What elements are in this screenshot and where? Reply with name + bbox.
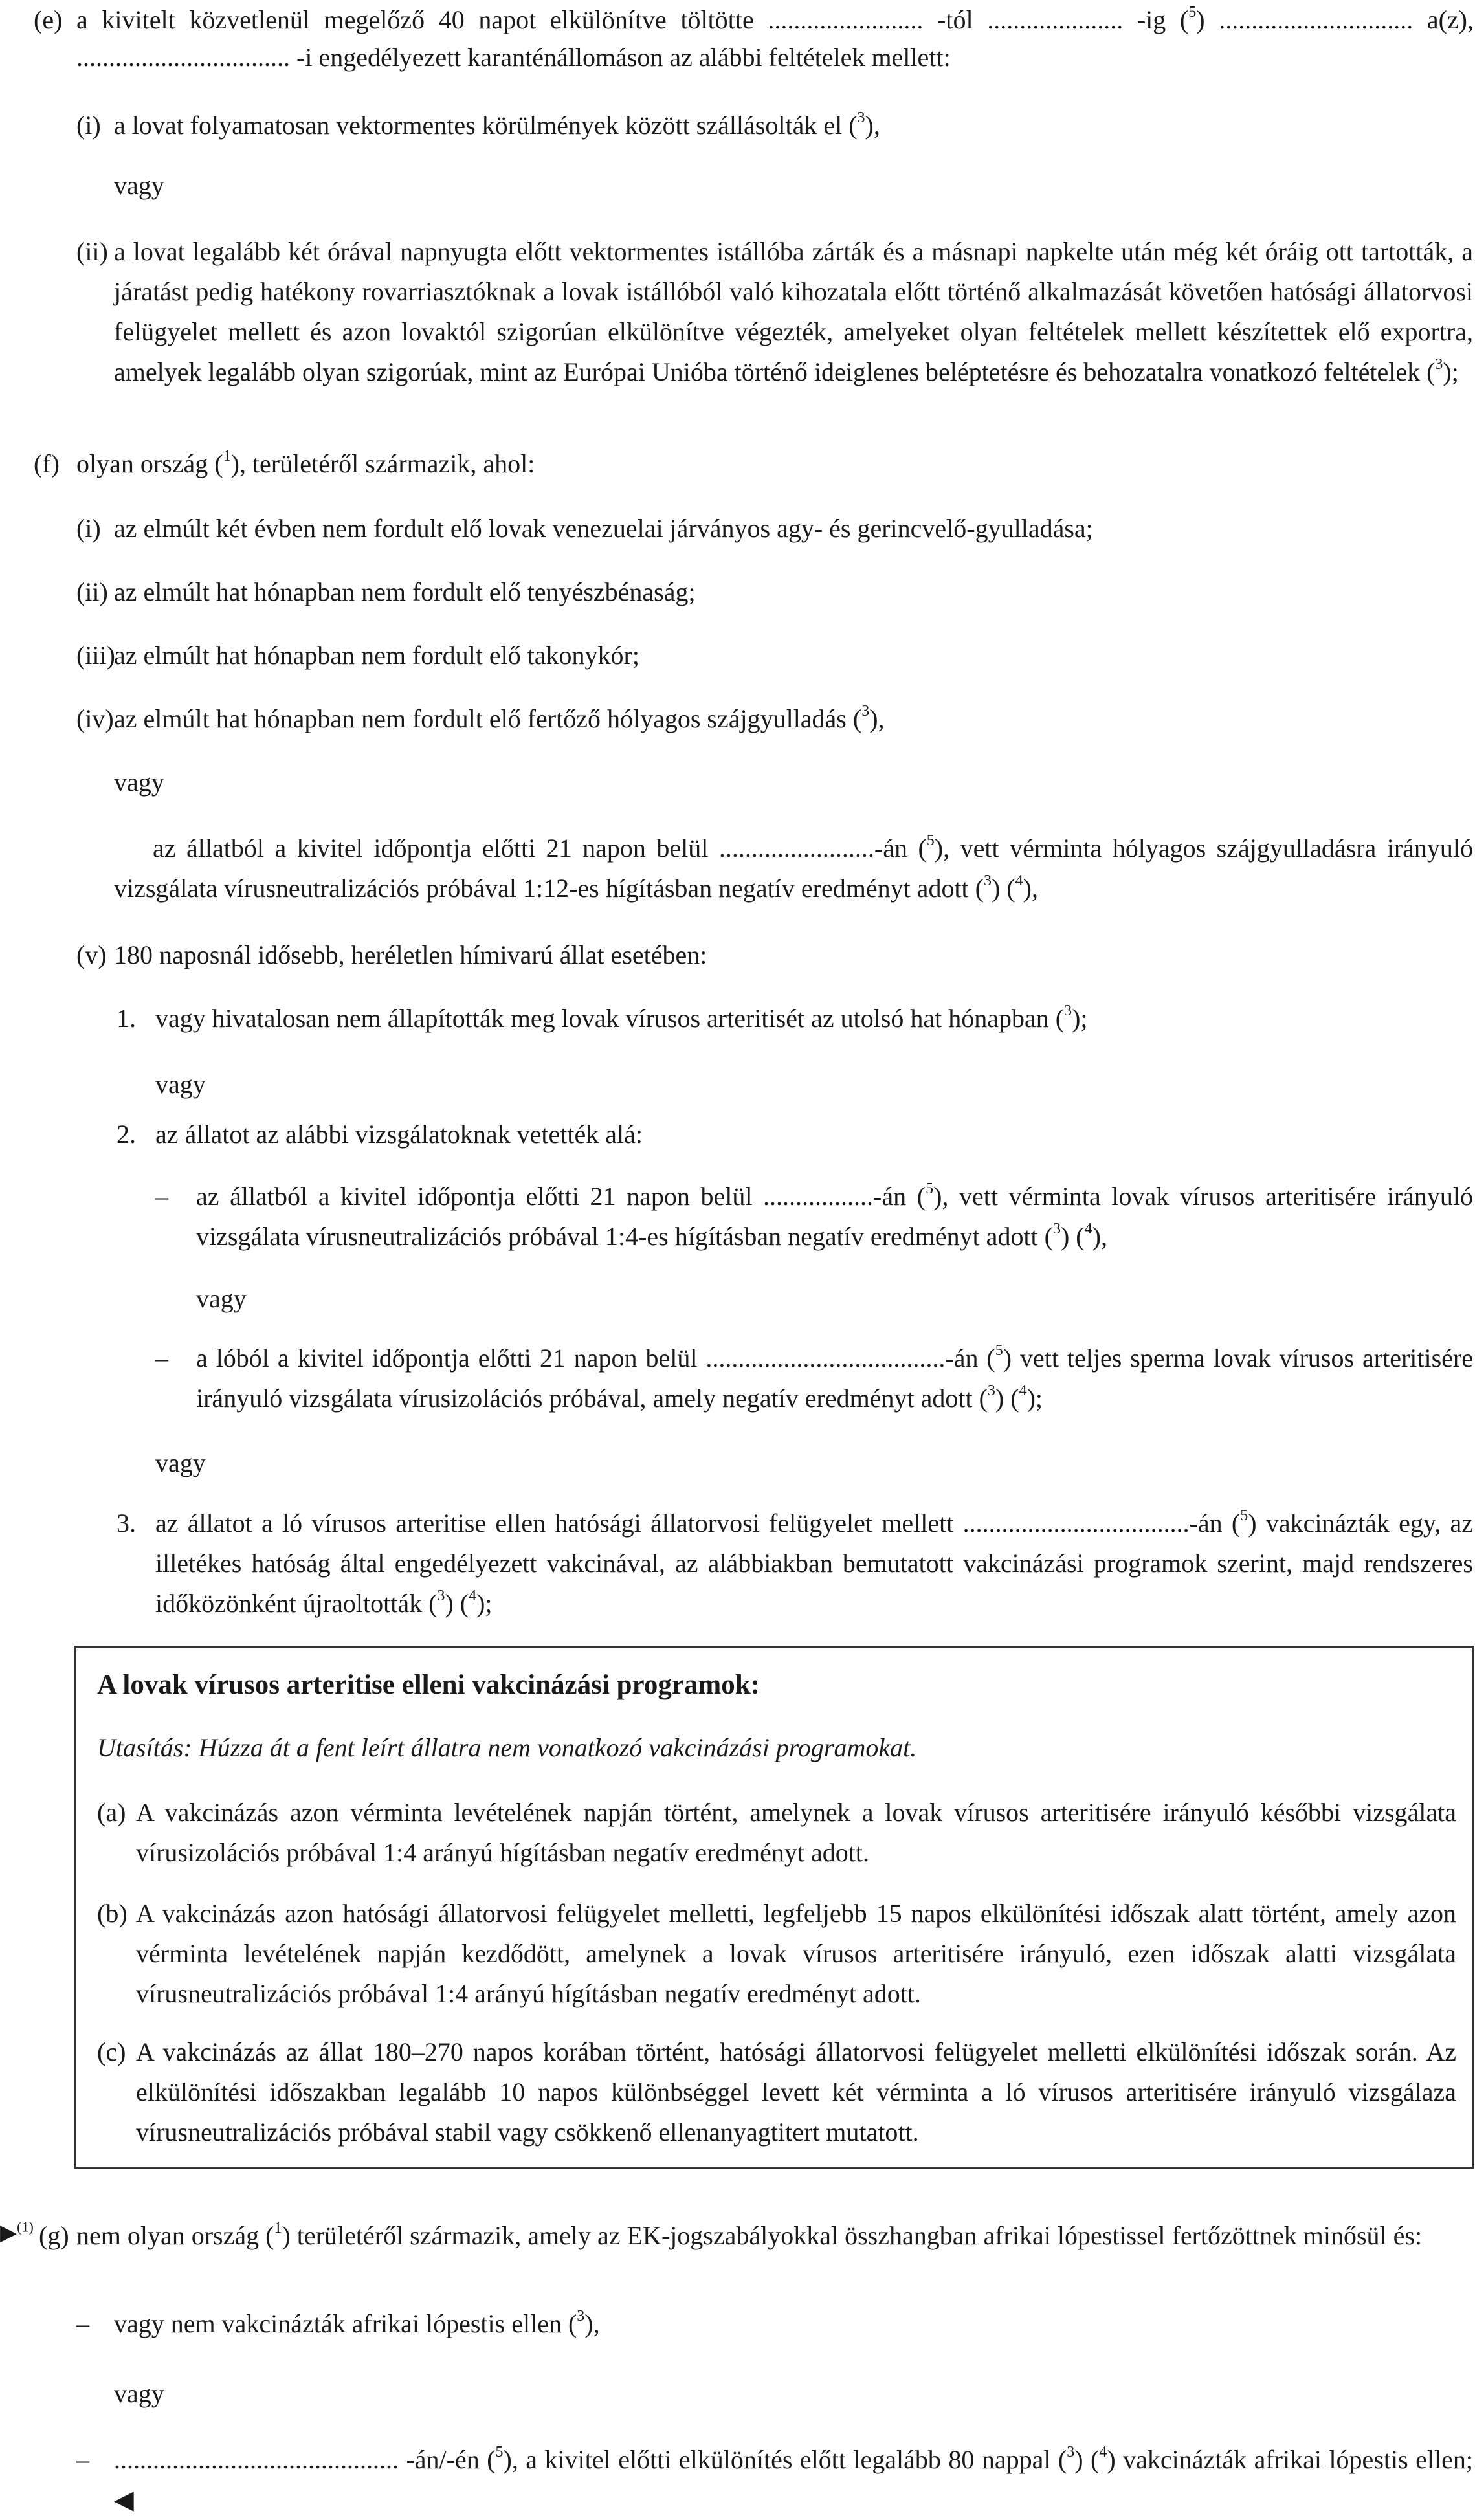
item-g-option-b: ............................................ -án/-én ($^5$), a kivitel előtti elkülönítés előtt legalább 80 nappal ($^3$) ($^4$) vakcinázták afrikai lópestis ellen; ◀ <box>114 2443 1473 2514</box>
program-c: A vakcinázás az állat 180–270 napos korában történt, hatósági állatorvosi felügyelet melletti elkülönítési időszak során. Az elkülönítési időszakban legalább 10 napos különbséggel levett két vérminta a ló vírusos arteritisére irányuló vizsgálaza vírusneutralizációs próbával stabil vagy csökkenő ellenanyagtitert mutatott. <box>136 2037 1456 2147</box>
subitem-f-i: az elmúlt két évben nem fordult elő lovak venezuelai járványos agy- és gerincvelő-gyulladása; <box>114 514 1093 543</box>
item-g: nem olyan ország ($^1$) területéről származik, amely az EK-jogszabályokkal összhangban afrikai lópestissel fertőzöttnek minősül és: <box>76 2219 1423 2250</box>
subitem-f-iii: az elmúlt hat hónapban nem fordult elő takonykór; <box>114 641 639 670</box>
amendment-reference: (1) <box>17 2218 34 2235</box>
or-connector: vagy <box>114 2379 164 2408</box>
item-g-option-a: vagy nem vakcinázták afrikai lópestis ellen ($^3$), <box>114 2307 600 2338</box>
subitem-e-ii: a lovat legalább két órával napnyugta előtt vektormentes istállóba zárták és a másnapi napkelte után még két óráig ott tartották, a járatást pedig hatékony rovarriasztóknak a lovak istállóból való kihozatala előtt történő alkalmazását követően hatósági állatorvosi felügyelet mellett és azon lovaktól szigorúan elkülönítve végezték, amelyeket olyan feltételek mellett készítettek elő exportra, amelyek legalább olyan szigorúak, mint az Európai Unióba történő ideiglenes beléptetésre és behozatalra vonatkozó feltételek ($^3$); <box>114 237 1473 386</box>
item-label-g: (g) <box>39 2221 69 2250</box>
subitem-f-iv-alternative: az állatból a kivitel időpontja előtti 21 napon belül ........................-án ($^5$), vett vérminta hólyagos szájgyulladásra irányuló vizsgálata vírusneutralizációs próbával 1:12-es hígításban negatív eredményt adott ($^3$) ($^4$), <box>114 832 1474 903</box>
program-a: A vakcinázás azon vérminta levételének napján történt, amelynek a lovak vírusos arteritisére irányuló későbbi vizsgálata vírusizolációs próbával 1:4 arányú hígításban negatív eredményt adott. <box>136 1798 1456 1867</box>
point-3: az állatot a ló vírusos arteritise ellen hatósági állatorvosi felügyelet mellett ...................................-án ($^5$) vakcinázták egy, az illetékes hatóság által engedélyezett vakcinával, az alábbiakban bemutatott vakcinázási programok szerint, majd rendszeres időközönként újraoltották ($^3$) ($^4$); <box>155 1507 1473 1618</box>
dash-bullet: – <box>76 2445 89 2474</box>
subitem-label-f-iv: (iv) <box>76 704 114 733</box>
amendment-start-marker <box>0 2213 34 2253</box>
amendment-arrow-icon: ▶ <box>0 2221 17 2245</box>
point-2-test-a: az állatból a kivitel időpontja előtti 21 napon belül .................-án ($^5$), vett vérminta lovak vírusos arteritisére irányuló vizsgálata vírusneutralizációs próbával 1:4-es hígításban negatív eredményt adott ($^3$) ($^4$), <box>196 1180 1474 1251</box>
item-label-e: (e) <box>34 5 63 34</box>
or-connector: vagy <box>114 768 164 797</box>
or-connector: vagy <box>196 1284 247 1313</box>
or-connector: vagy <box>155 1448 206 1477</box>
program-b: A vakcinázás azon hatósági állatorvosi felügyelet melletti, legfeljebb 15 napos elkülönítési időszak alatt történt, amely azon vérminta levételének napján kezdődött, amelynek a lovak vírusos arteritisére irányuló, ezen időszak alatti vizsgálata vírusneutralizációs próbával 1:4 arányú hígításban negatív eredményt adott. <box>136 1899 1456 2008</box>
subitem-f-v: 180 naposnál idősebb, heréletlen hímivarú állat esetében: <box>114 940 707 969</box>
point-2: az állatot az alábbi vizsgálatoknak vetették alá: <box>155 1120 643 1149</box>
dash-bullet: – <box>76 2309 89 2338</box>
subitem-label-f-v: (v) <box>76 940 107 969</box>
subitem-label-f-ii: (ii) <box>76 577 108 606</box>
subitem-f-iv: az elmúlt hat hónapban nem fordult elő fertőző hólyagos szájgyulladás ($^3$), <box>114 702 885 733</box>
program-label-a: (a) <box>97 1798 126 1827</box>
item-e-line1: a kivitelt közvetlenül megelőző 40 napot elkülönítve töltötte ........................ -tól ..................... -ig ($^5$) .............................. a(z), <box>76 3 1474 34</box>
point-2-test-b: a lóból a kivitel időpontja előtti 21 napon belül .....................................-án ($^5$) vett teljes sperma lovak vírusos arteritisére irányuló vizsgálata vírusizolációs próbával, amely negatív eredményt adott ($^3$) ($^4$); <box>196 1342 1473 1413</box>
point-label-1: 1. <box>116 1004 136 1033</box>
item-label-f: (f) <box>34 449 60 478</box>
subitem-label-e-i: (i) <box>76 111 101 140</box>
subitem-label-e-ii: (ii) <box>76 237 108 266</box>
point-label-2: 2. <box>116 1120 136 1149</box>
program-label-c: (c) <box>97 2037 126 2066</box>
program-label-b: (b) <box>97 1899 128 1928</box>
point-label-3: 3. <box>116 1509 136 1538</box>
item-f: olyan ország ($^1$), területéről származik, ahol: <box>76 447 535 478</box>
subitem-f-ii: az elmúlt hat hónapban nem fordult elő tenyészbénaság; <box>114 577 696 606</box>
subitem-label-f-i: (i) <box>76 514 101 543</box>
box-instruction: Utasítás: Húzza át a fent leírt állatra nem vonatkozó vakcinázási programokat. <box>97 1733 917 1762</box>
subitem-label-f-iii: (iii) <box>76 641 115 670</box>
dash-bullet: – <box>155 1182 168 1211</box>
point-1: vagy hivatalosan nem állapították meg lovak vírusos arteritisét az utolsó hat hónapban ($^3$); <box>155 1002 1088 1033</box>
dash-bullet: – <box>155 1343 168 1373</box>
subitem-e-i: a lovat folyamatosan vektormentes körülmények között szállásolták el ($^3$), <box>114 109 880 140</box>
box-title: A lovak vírusos arteritise elleni vakcinázási programok: <box>97 1670 760 1700</box>
or-connector: vagy <box>114 171 164 200</box>
item-e-line2: ................................. -i engedélyezett karanténállomáson az alábbi feltételek mellett: <box>76 43 951 72</box>
or-connector: vagy <box>155 1070 206 1099</box>
